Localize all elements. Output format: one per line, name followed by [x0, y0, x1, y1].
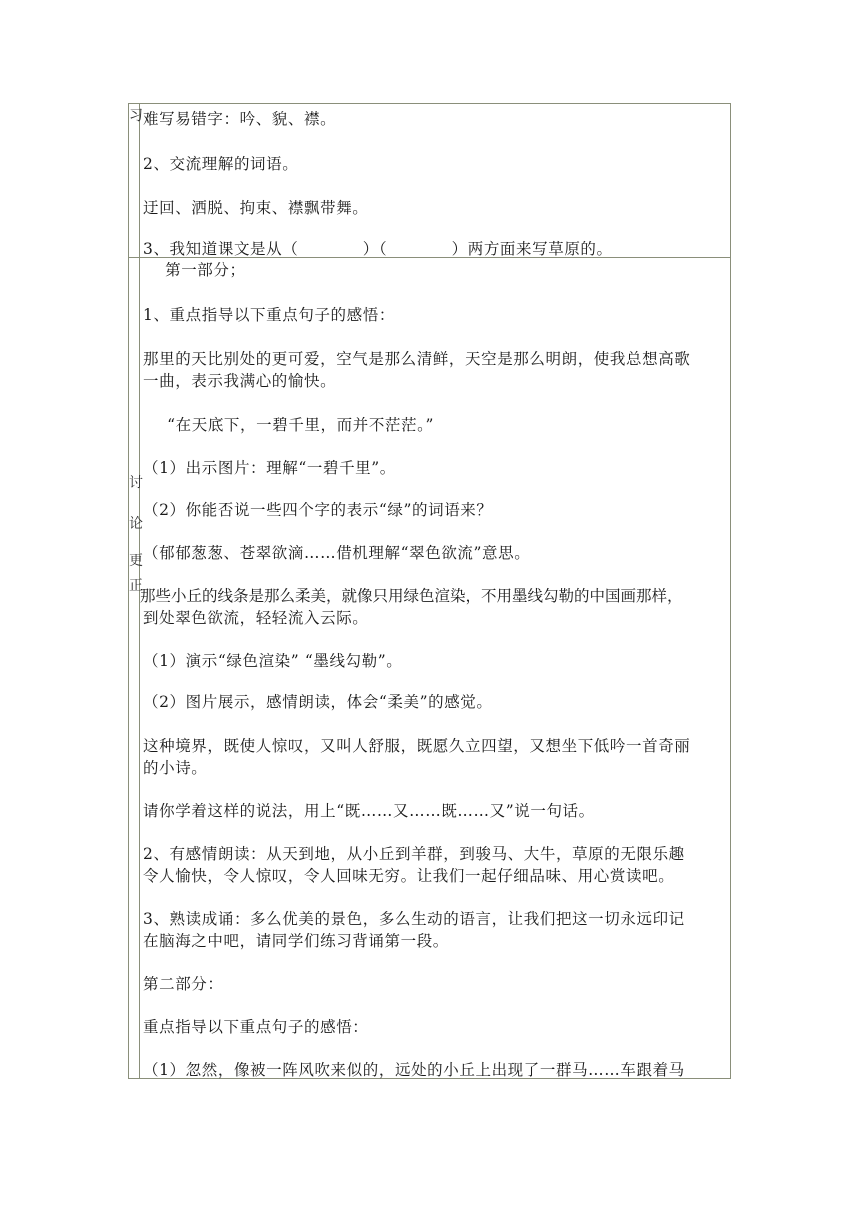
row2-side-label-4: 正 — [129, 578, 143, 594]
lesson-table — [128, 103, 731, 1079]
row2-para-14-line2: 在脑海之中吧，请同学们练习背诵第一段。 — [143, 932, 449, 950]
row1-line-3: 迂回、洒脱、拘束、襟飘带舞。 — [143, 199, 369, 217]
row2-para-13-line1: 2、有感情朗读：从天到地，从小丘到羊群，到骏马、大牛，草原的无限乐趣 — [143, 845, 685, 863]
row2-para-3-line2: 一曲，表示我满心的愉快。 — [143, 372, 337, 390]
row2-side-label-3: 更 — [129, 553, 143, 569]
row2-para-3-line1: 那里的天比别处的更可爱，空气是那么清鲜，天空是那么明朗，使我总想高歌 — [143, 350, 691, 368]
row2-para-15: 第二部分： — [143, 975, 224, 993]
row2-para-13-line2: 令人愉快，令人惊叹，令人回味无穷。让我们一起仔细品味、用心赏读吧。 — [143, 867, 675, 885]
row2-para-8-line1: 那些小丘的线条是那么柔美，就像只用绿色渲染，不用墨线勾勒的中国画那样， — [140, 587, 683, 605]
row2-side-label-2: 论 — [129, 516, 143, 532]
row1-line-1: 难写易错字：吟、貌、襟。 — [143, 110, 337, 128]
row2-para-4: “在天底下，一碧千里，而并不茫茫。” — [151, 416, 434, 434]
row2-side-label-1: 讨 — [129, 475, 143, 491]
row2-para-17: （1）忽然，像被一阵风吹来似的，远处的小丘上出现了一群马……车跟着马 — [143, 1061, 685, 1079]
row2-para-11-line1: 这种境界，既使人惊叹，又叫人舒服，既愿久立四望，又想坐下低吟一首奇丽 — [143, 737, 691, 755]
row2-para-7: （郁郁葱葱、苍翠欲滴……借机理解“翠色欲流”意思。 — [143, 544, 531, 562]
row2-para-14-line1: 3、熟读成诵：多么优美的景色，多么生动的语言，让我们把这一切永远印记 — [143, 910, 685, 928]
row2-para-16: 重点指导以下重点句子的感悟： — [143, 1018, 369, 1036]
row2-para-12: 请你学着这样的说法，用上“既……又……既……又”说一句话。 — [143, 802, 595, 820]
row2-para-11-line2: 的小诗。 — [143, 759, 208, 777]
row1-line-2: 2、交流理解的词语。 — [143, 155, 299, 173]
row2-para-5: （1）出示图片：理解“一碧千里”。 — [143, 459, 396, 477]
row1-side-label: 习 — [129, 108, 143, 124]
row2-para-9: （1）演示“绿色渲染” “墨线勾勒”。 — [143, 652, 403, 670]
row2-para-1: 第一部分； — [149, 261, 246, 279]
row2-para-8-line2: 到处翠色欲流，轻轻流入云际。 — [143, 609, 369, 627]
row1-line-4: 3、我知道课文是从（ ）（ ）两方面来写草原的。 — [143, 240, 613, 258]
row2-para-10: （2）图片展示，感情朗读，体会“柔美”的感觉。 — [143, 693, 493, 711]
row2-para-2: 1、重点指导以下重点句子的感悟： — [143, 306, 395, 324]
row2-para-6: （2）你能否说一些四个字的表示“绿”的词语来？ — [143, 501, 493, 519]
